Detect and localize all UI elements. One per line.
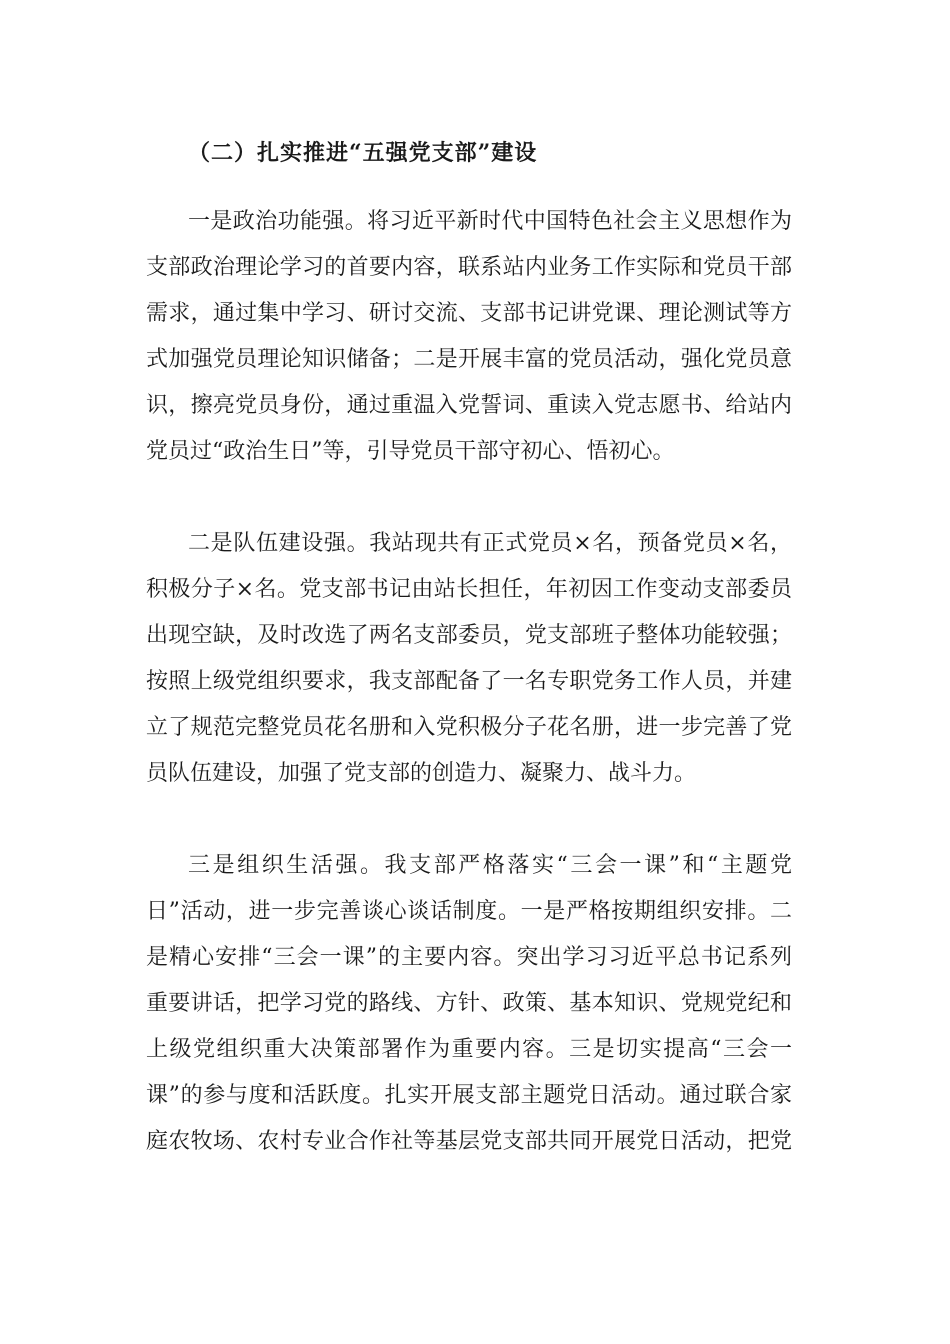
paragraph-line: 课”的参与度和活跃度。扎实开展支部主题党日活动。通过联合家	[146, 1083, 792, 1108]
paragraph-line: 式加强党员理论知识储备；二是开展丰富的党员活动，强化党员意	[146, 347, 792, 372]
paragraph-line: 庭农牧场、农村专业合作社等基层党支部共同开展党日活动，把党	[146, 1129, 792, 1154]
paragraph-line: 需求，通过集中学习、研讨交流、支部书记讲党课、理论测试等方	[146, 301, 792, 326]
paragraph-line: 日”活动，进一步完善谈心谈话制度。一是严格按期组织安排。二	[146, 899, 792, 924]
paragraph-line: 员队伍建设，加强了党支部的创造力、凝聚力、战斗力。	[146, 761, 697, 786]
paragraph-line: 重要讲话，把学习党的路线、方针、政策、基本知识、党规党纪和	[146, 991, 792, 1016]
paragraph-line: 二是队伍建设强。我站现共有正式党员×名，预备党员×名，	[188, 531, 792, 556]
paragraph-line: 按照上级党组织要求，我支部配备了一名专职党务工作人员，并建	[146, 669, 792, 694]
paragraph-line: 是精心安排“三会一课”的主要内容。突出学习习近平总书记系列	[146, 945, 792, 970]
paragraph-line: 一是政治功能强。将习近平新时代中国特色社会主义思想作为	[188, 209, 792, 234]
paragraph-line: 识，擦亮党员身份，通过重温入党誓词、重读入党志愿书、给站内	[146, 393, 792, 418]
paragraph-line: 三是组织生活强。我支部严格落实“三会一课”和“主题党	[188, 853, 792, 878]
paragraph-line: 上级党组织重大决策部署作为重要内容。三是切实提高“三会一	[146, 1037, 792, 1062]
paragraph-line: 党员过“政治生日”等，引导党员干部守初心、悟初心。	[146, 439, 675, 464]
paragraph-line: 支部政治理论学习的首要内容，联系站内业务工作实际和党员干部	[146, 255, 792, 280]
paragraph-line: 立了规范完整党员花名册和入党积极分子花名册，进一步完善了党	[146, 715, 792, 740]
paragraph-line: 积极分子×名。党支部书记由站长担任，年初因工作变动支部委员	[146, 577, 792, 602]
section-heading: （二）扎实推进“五强党支部”建设	[188, 140, 538, 166]
paragraph-line: 出现空缺，及时改选了两名支部委员，党支部班子整体功能较强；	[146, 623, 792, 648]
